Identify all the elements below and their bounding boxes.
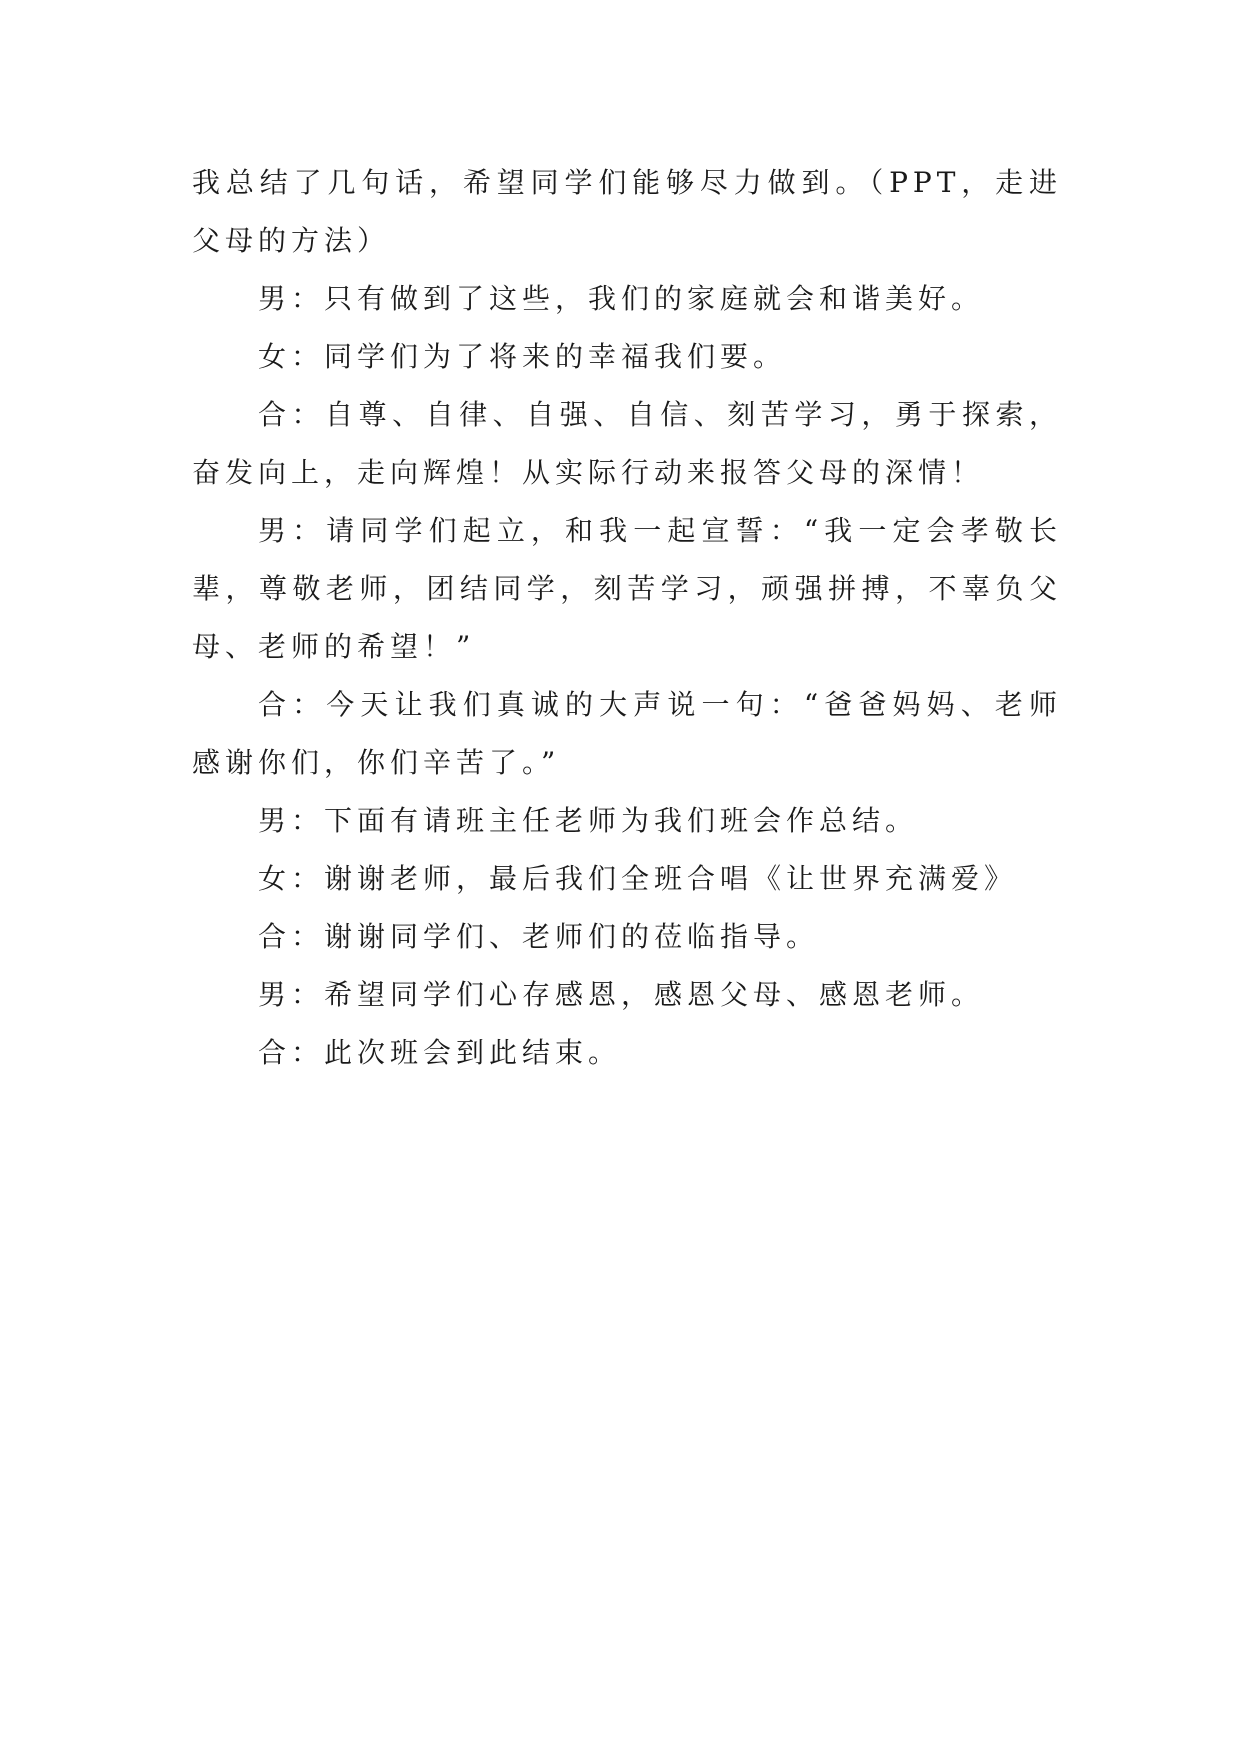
paragraph-together-guidance: 合：谢谢同学们、老师们的莅临指导。 xyxy=(258,920,820,953)
paragraph-together-1: 合：自尊、自律、自强、自信、刻苦学习，勇于探索，奋发向上，走向辉煌！从实际行动来报答父母的深情！ xyxy=(192,398,1062,489)
paragraph-male-oath: 男：请同学们起立，和我一起宣誓：“我一定会孝敬长辈，尊敬老师，团结同学，刻苦学习，顽强拼搏，不辜负父母、老师的希望！” xyxy=(192,514,1062,663)
paragraph-male-gratitude: 男：希望同学们心存感恩，感恩父母、感恩老师。 xyxy=(258,978,985,1011)
document-body xyxy=(192,154,1062,1082)
paragraph-female-song: 女：谢谢老师，最后我们全班合唱《让世界充满爱》 xyxy=(258,862,1018,895)
paragraph-together-end: 合：此次班会到此结束。 xyxy=(258,1036,622,1069)
paragraph-male-1: 男：只有做到了这些，我们的家庭就会和谐美好。 xyxy=(258,282,985,315)
paragraph-continuation: 我总结了几句话，希望同学们能够尽力做到。（PPT，走进父母的方法） xyxy=(192,166,1062,257)
paragraph-female-1: 女：同学们为了将来的幸福我们要。 xyxy=(258,340,787,373)
paragraph-together-thanks: 合：今天让我们真诚的大声说一句：“爸爸妈妈、老师感谢你们，你们辛苦了。” xyxy=(192,688,1062,779)
paragraph-male-summary: 男：下面有请班主任老师为我们班会作总结。 xyxy=(258,804,919,837)
